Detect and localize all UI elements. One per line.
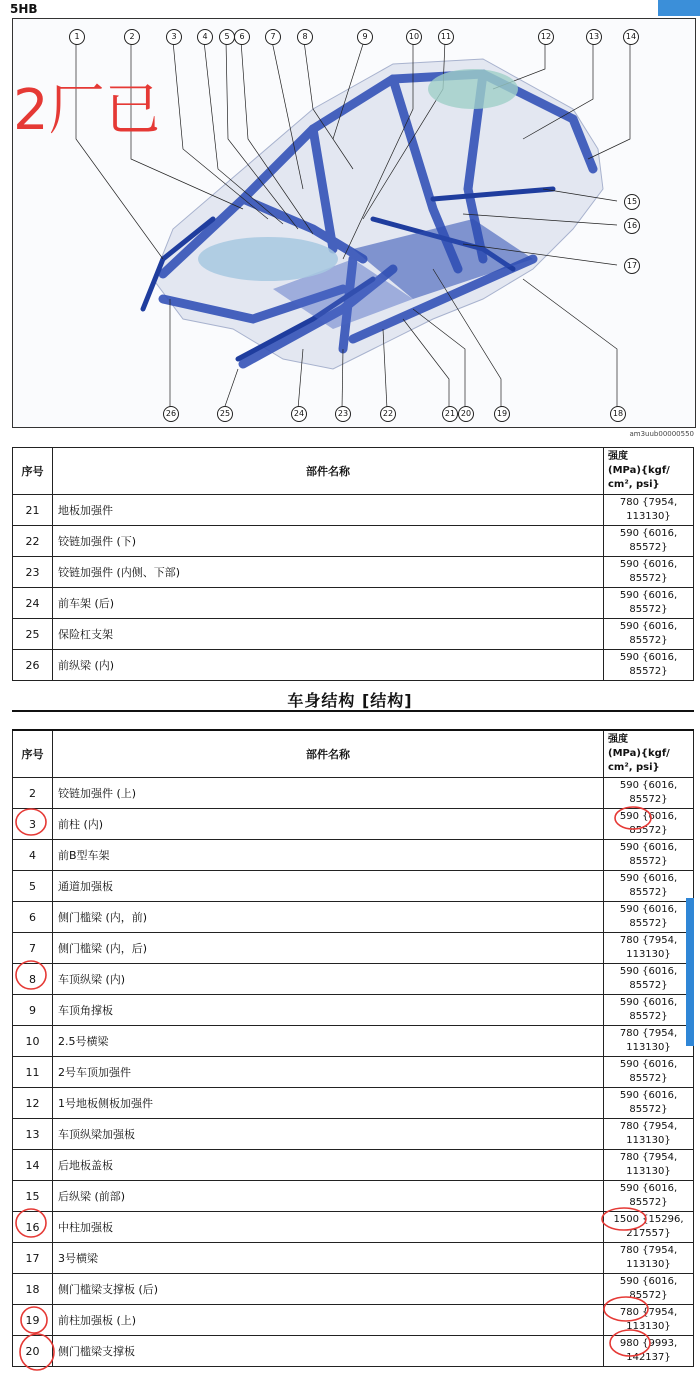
callout-7: 7 [265, 29, 281, 45]
row-strength: 590 {6016, 85572} [604, 778, 694, 809]
row-part-name: 1号地板侧板加强件 [53, 1088, 604, 1119]
row-no: 15 [13, 1181, 53, 1212]
row-part-name: 车顶角撑板 [53, 995, 604, 1026]
row-no: 9 [13, 995, 53, 1026]
row-no: 17 [13, 1243, 53, 1274]
body-structure-figure [12, 18, 696, 428]
row-part-name: 通道加强板 [53, 871, 604, 902]
table-header-row [13, 448, 694, 495]
table-row [13, 1119, 694, 1150]
row-no: 16 [13, 1212, 53, 1243]
callout-12: 12 [538, 29, 554, 45]
table-row: 26 前纵梁 (内) 590 {6016, 85572} [13, 650, 694, 681]
row-part-name: 3号横梁 [53, 1243, 604, 1274]
row-strength: 780 {7954, 113130} [604, 1150, 694, 1181]
row-strength: 780 {7954, 113130} [604, 1026, 694, 1057]
row-no: 20 [13, 1336, 53, 1367]
callout-18: 18 [610, 406, 626, 422]
row-no: 3 [13, 809, 53, 840]
col-header-name: 部件名称 [53, 730, 604, 778]
row-part-name: 2号车顶加强件 [53, 1057, 604, 1088]
row-no: 14 [13, 1150, 53, 1181]
row-strength: 590 {6016, 85572} [604, 840, 694, 871]
row-no: 8 [13, 964, 53, 995]
handwritten-note: 2厂已 [13, 78, 161, 143]
row-no: 11 [13, 1057, 53, 1088]
row-strength: 590 {6016, 85572} [604, 902, 694, 933]
col-header-strength: 强度 (MPa){kgf/ cm², psi} [604, 730, 694, 778]
col-header-no: 序号 [13, 730, 53, 778]
parts-table-continued [12, 447, 694, 681]
table-header-row [13, 730, 694, 778]
callout-20: 20 [458, 406, 474, 422]
table-row [13, 871, 694, 902]
row-no: 13 [13, 1119, 53, 1150]
row-strength: 780 {7954, 113130} [604, 933, 694, 964]
callout-5: 5 [219, 29, 235, 45]
row-part-name: 中柱加强板 [53, 1212, 604, 1243]
table-row [13, 1243, 694, 1274]
callout-6: 6 [234, 29, 250, 45]
row-part-name: 前柱 (内) [53, 809, 604, 840]
row-strength: 780 {7954, 113130} [604, 1305, 694, 1336]
section-rule [12, 710, 694, 712]
section-title: 车身结构 [结构] [287, 691, 413, 710]
callout-16: 16 [624, 218, 640, 234]
row-no: 19 [13, 1305, 53, 1336]
row-part-name: 前柱加强板 (上) [53, 1305, 604, 1336]
table-row: 25 保险杠支架 590 {6016, 85572} [13, 619, 694, 650]
row-no: 7 [13, 933, 53, 964]
row-part-name: 2.5号横梁 [53, 1026, 604, 1057]
corner-tab[interactable] [658, 0, 700, 16]
row-no: 18 [13, 1274, 53, 1305]
callout-3: 3 [166, 29, 182, 45]
row-strength: 780 {7954, 113130} [604, 1243, 694, 1274]
row-part-name: 侧门槛梁支撑板 [53, 1336, 604, 1367]
row-part-name: 车顶纵梁加强板 [53, 1119, 604, 1150]
row-no: 5 [13, 871, 53, 902]
row-strength: 590 {6016, 85572} [604, 1181, 694, 1212]
row-part-name: 侧门槛梁 (内，前) [53, 902, 604, 933]
row-strength: 980 {9993, 142137} [604, 1336, 694, 1367]
table-row [13, 1057, 694, 1088]
row-strength: 590 {6016, 85572} [604, 964, 694, 995]
table-row: 21 地板加强件 780 {7954, 113130} [13, 495, 694, 526]
table-row [13, 1336, 694, 1367]
table-row [13, 1088, 694, 1119]
table-row [13, 1026, 694, 1057]
row-strength: 590 {6016, 85572} [604, 1088, 694, 1119]
table-row: 23 铰链加强件 (内侧、下部) 590 {6016, 85572} [13, 557, 694, 588]
scrollbar-thumb[interactable] [686, 898, 694, 1046]
callout-9: 9 [357, 29, 373, 45]
table-row [13, 1181, 694, 1212]
callout-1: 1 [69, 29, 85, 45]
callout-19: 19 [494, 406, 510, 422]
table-row [13, 964, 694, 995]
table-row [13, 778, 694, 809]
callout-14: 14 [623, 29, 639, 45]
callout-25: 25 [217, 406, 233, 422]
row-part-name: 铰链加强件 (上) [53, 778, 604, 809]
callout-22: 22 [380, 406, 396, 422]
row-part-name: 前B型车架 [53, 840, 604, 871]
car-body-illustration [13, 19, 695, 427]
callout-8: 8 [297, 29, 313, 45]
row-strength: 590 {6016, 85572} [604, 995, 694, 1026]
table-row [13, 933, 694, 964]
col-header-name: 部件名称 [53, 448, 604, 495]
parts-table-structure [12, 729, 694, 1367]
row-strength: 780 {7954, 113130} [604, 1119, 694, 1150]
table-row [13, 1274, 694, 1305]
callout-21: 21 [442, 406, 458, 422]
table-row [13, 1212, 694, 1243]
row-strength: 1500 {15296, 217557} [604, 1212, 694, 1243]
col-header-no: 序号 [13, 448, 53, 495]
row-part-name: 侧门槛梁支撑板 (后) [53, 1274, 604, 1305]
row-no: 4 [13, 840, 53, 871]
table-row [13, 840, 694, 871]
col-header-strength: 强度 (MPa){kgf/ cm², psi} [604, 448, 694, 495]
row-no: 6 [13, 902, 53, 933]
row-strength: 590 {6016, 85572} [604, 1274, 694, 1305]
row-strength: 590 {6016, 85572} [604, 809, 694, 840]
callout-10: 10 [406, 29, 422, 45]
row-part-name: 后地板盖板 [53, 1150, 604, 1181]
row-no: 12 [13, 1088, 53, 1119]
row-strength: 590 {6016, 85572} [604, 871, 694, 902]
row-strength: 590 {6016, 85572} [604, 1057, 694, 1088]
callout-26: 26 [163, 406, 179, 422]
callout-13: 13 [586, 29, 602, 45]
row-part-name: 侧门槛梁 (内，后) [53, 933, 604, 964]
row-part-name: 车顶纵梁 (内) [53, 964, 604, 995]
row-no: 2 [13, 778, 53, 809]
table-row [13, 809, 694, 840]
table-row: 22 铰链加强件 (下) 590 {6016, 85572} [13, 526, 694, 557]
callout-23: 23 [335, 406, 351, 422]
figure-id: am3uub00000550 [629, 430, 694, 438]
table-row [13, 1305, 694, 1336]
callout-17: 17 [624, 258, 640, 274]
row-no: 10 [13, 1026, 53, 1057]
callout-24: 24 [291, 406, 307, 422]
model-code: 5HB [10, 2, 38, 16]
callout-4: 4 [197, 29, 213, 45]
table-row [13, 902, 694, 933]
row-part-name: 后纵梁 (前部) [53, 1181, 604, 1212]
callout-11: 11 [438, 29, 454, 45]
table-row [13, 995, 694, 1026]
callout-2: 2 [124, 29, 140, 45]
table-row [13, 1150, 694, 1181]
table-row: 24 前车架 (后) 590 {6016, 85572} [13, 588, 694, 619]
callout-15: 15 [624, 194, 640, 210]
